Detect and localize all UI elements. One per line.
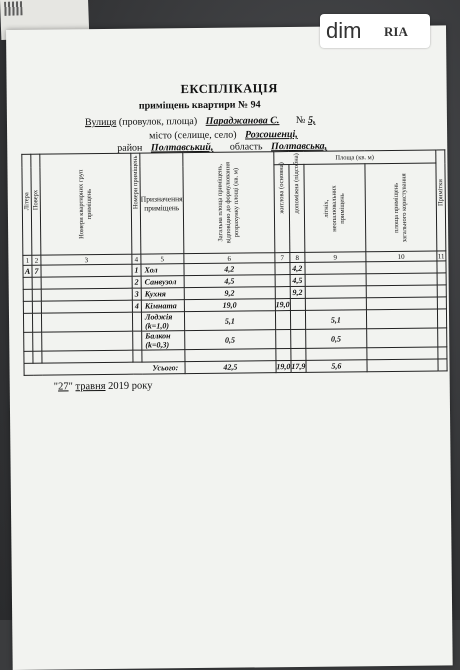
- cell-common: [366, 261, 437, 274]
- cell-notes: [437, 285, 446, 297]
- header-total-area: Загальна площа приміщень, відповідно до формулювання розрахунку площі (кв. м): [183, 152, 275, 254]
- cell-summer: [305, 298, 366, 311]
- cell-num: [133, 350, 142, 362]
- qr-code-fragment: [4, 1, 22, 16]
- cell-num: [133, 331, 142, 350]
- document-page: [6, 25, 453, 670]
- cell-group: [41, 312, 132, 332]
- cell-common: [366, 297, 437, 310]
- cell-purpose: Хол: [141, 264, 184, 276]
- cell-living: [275, 275, 290, 287]
- cell-aux: [290, 310, 305, 329]
- cell-living: [275, 263, 290, 275]
- header-floor: Поверх: [31, 154, 41, 255]
- cell-floor: [32, 301, 41, 313]
- header-common: площа приміщень загального користування: [365, 163, 437, 252]
- doc-subtitle: приміщень квартири № 94: [138, 99, 261, 112]
- cell-aux: 9,2: [290, 286, 305, 298]
- cell-group: [41, 288, 132, 301]
- cell-purpose: Балкон (k=0,3): [142, 331, 185, 350]
- region-label: область: [229, 141, 263, 153]
- cell-living: [276, 349, 291, 361]
- city-line: [149, 129, 298, 142]
- district-value: Полтавський,: [150, 141, 214, 154]
- house-value: 5,: [307, 114, 316, 126]
- cell-litera: [23, 313, 32, 332]
- header-room-nums: Номери приміщень: [131, 153, 141, 254]
- cell-num: 2: [132, 276, 141, 288]
- cell-litera: [24, 351, 33, 363]
- cell-num: 1: [132, 264, 141, 276]
- cell-summer: [305, 286, 366, 299]
- cell-purpose: [142, 350, 185, 362]
- header-auxiliary: допоміжна (підсобна): [289, 164, 305, 252]
- cell-litera: А: [24, 266, 31, 276]
- header-purpose: Призначення приміщень: [140, 153, 184, 254]
- cell-total: 0,5: [184, 330, 275, 350]
- cell-living: [275, 287, 290, 299]
- cell-group: [42, 331, 133, 351]
- cell-floor: [33, 332, 42, 351]
- cell-num: [132, 312, 141, 331]
- cell-summer: [305, 274, 366, 287]
- street-value: Параджанова С.: [205, 115, 280, 127]
- cell-litera: [23, 301, 32, 313]
- cell-total: 4,2: [184, 263, 275, 276]
- cell-total: [185, 349, 276, 362]
- total-label: Усього:: [24, 362, 185, 376]
- city-label: місто (селище, село): [149, 129, 237, 142]
- region-value: Полтавська,: [270, 140, 328, 153]
- header-area-group: Площа (кв. м): [274, 150, 436, 165]
- cell-living: 19,0: [275, 300, 290, 310]
- logo-ria-text: RIA: [384, 24, 408, 39]
- cell-aux: 4,2: [290, 262, 305, 274]
- cell-aux: 4,5: [290, 274, 305, 286]
- cell-summer: 5,1: [305, 310, 366, 330]
- explication-table: [21, 149, 447, 375]
- street-line: [85, 115, 316, 128]
- cell-notes: [437, 297, 446, 309]
- cell-floor: [32, 289, 41, 301]
- header-notes: Примітки: [436, 150, 446, 251]
- header-summer: літніх, неопалювальних приміщень: [304, 164, 366, 253]
- date-year: 2019 року: [108, 380, 153, 392]
- table-body: [23, 261, 447, 363]
- cell-purpose: Кімната: [141, 300, 184, 312]
- cell-notes: [437, 273, 446, 285]
- district-label: район: [117, 142, 143, 154]
- cell-floor: [32, 277, 41, 289]
- cell-common: [367, 347, 438, 360]
- cell-total: 19,0: [184, 299, 275, 312]
- cell-total: 4,5: [184, 275, 275, 288]
- logo-dim-text: dim: [326, 18, 362, 43]
- header-living: житлова (основна): [274, 165, 290, 253]
- cell-num: 4: [132, 300, 141, 312]
- cell-group: [41, 276, 132, 289]
- street-rest: (провулок, площа): [118, 116, 198, 128]
- cell-floor: [33, 351, 42, 363]
- cell-floor: [32, 313, 41, 332]
- cell-group: [42, 350, 133, 363]
- date-day: 27: [57, 381, 69, 393]
- total-summer: 5,6: [306, 360, 367, 373]
- cell-summer: 0,5: [305, 329, 366, 349]
- cell-aux: [290, 329, 305, 348]
- header-group-nums: Номери квартирних груп приміщень: [40, 153, 132, 255]
- cell-total: 5,1: [184, 311, 275, 331]
- cell-floor: 7: [32, 265, 41, 277]
- cell-notes: [437, 309, 446, 328]
- cell-purpose: Санвузол: [141, 276, 184, 288]
- header-litera: Літера: [22, 154, 32, 255]
- cell-living: [275, 311, 290, 330]
- cell-group: [41, 264, 132, 277]
- cell-aux: [290, 298, 305, 310]
- cell-notes: [437, 261, 446, 273]
- total-area: 42,5: [185, 361, 276, 374]
- doc-date: "27" травня 2019 року: [53, 380, 153, 393]
- house-label: №: [295, 114, 306, 126]
- cell-common: [366, 273, 437, 286]
- city-value: Розсошенці,: [244, 128, 298, 141]
- cell-living: [275, 330, 290, 349]
- cell-notes: [437, 328, 446, 347]
- cell-aux: [291, 348, 306, 360]
- cell-summer: [305, 262, 366, 275]
- total-living: 19,0: [276, 362, 291, 372]
- cell-common: [366, 328, 437, 348]
- date-month: травня: [75, 380, 106, 393]
- cell-litera: [24, 332, 33, 351]
- cell-litera: [23, 277, 32, 289]
- cell-summer: [306, 348, 367, 361]
- cell-total: 9,2: [184, 287, 275, 300]
- cell-purpose: Кухня: [141, 288, 184, 300]
- dimria-watermark-logo: [320, 14, 430, 48]
- total-aux: 17,9: [291, 361, 306, 372]
- doc-title: ЕКСПЛІКАЦІЯ: [180, 81, 278, 97]
- cell-notes: [438, 347, 447, 359]
- street-label: Вулиця: [84, 116, 117, 129]
- column-numbers-row: 1 2 3 4 5 6 7 8 9 10 11: [23, 251, 446, 265]
- cell-num: 3: [132, 288, 141, 300]
- cell-litera: [23, 289, 32, 301]
- cell-purpose: Лоджія (k=1,0): [141, 312, 184, 331]
- cell-common: [366, 285, 437, 298]
- cell-common: [366, 309, 437, 329]
- cell-group: [41, 300, 132, 313]
